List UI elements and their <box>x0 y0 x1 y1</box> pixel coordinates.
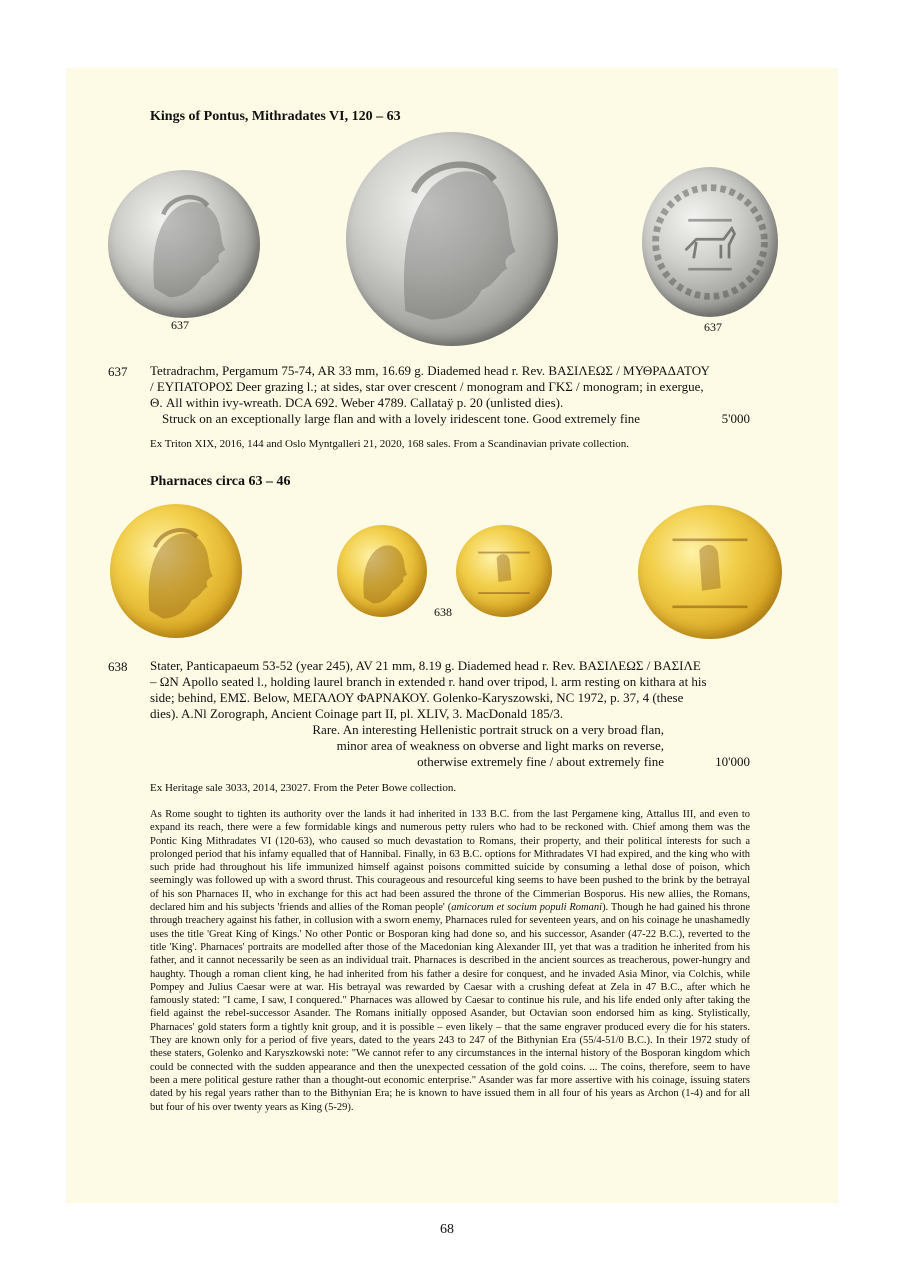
lot-637-line: Tetradrachm, Pergamum 75-74, AR 33 mm, 16.69 g. Diademed head r. Rev. ΒΑΣΙΛΕΩΣ / ΜΥΘΡΑΔΑΤΟΥ <box>150 363 710 378</box>
coin-label-637-left: 637 <box>171 318 189 332</box>
lot-638-line: – ΩΝ Apollo seated l., holding laurel branch in extended r. hand over tripod, l. arm resting on kithara at his <box>150 674 707 689</box>
essay-italic-latin: amicorum et socium populi Romani <box>451 902 603 914</box>
portrait-head-icon <box>337 525 427 617</box>
lot-638-line: dies). A.Nl Zorograph, Ancient Coinage part II, pl. XLIV, 3. MacDonald 185/3. <box>150 706 564 721</box>
section-heading-pharnaces: Pharnaces circa 63 – 46 <box>150 474 291 489</box>
coin-label-638: 638 <box>434 605 452 619</box>
lot-638-line: side; behind, ΕΜΣ. Below, ΜΕΓΑΛΟΥ ΦΑΡΝΑΚΟΥ. Golenko-Karyszowski, NC 1972, p. 37, 4 (these <box>150 690 684 705</box>
lot-637-line: / ΕΥΠΑΤΟΡΟΣ Deer grazing l.; at sides, star over crescent / monogram and ΓΚΣ / monogram; in exergue, <box>150 379 704 394</box>
coin-637-obverse-small <box>108 170 260 318</box>
lot-637-provenance: Ex Triton XIX, 2016, 144 and Oslo Myntgalleri 21, 2020, 168 sales. From a Scandinavian private collection. <box>150 438 630 450</box>
coin-637-reverse <box>642 167 778 317</box>
lot-638-description <box>150 658 750 722</box>
coin-label-637-right: 637 <box>704 320 722 334</box>
lot-637-line: Θ. All within ivy-wreath. DCA 692. Weber 4789. Callataÿ p. 20 (unlisted dies). <box>150 395 564 410</box>
coin-637-obverse-large <box>346 132 558 346</box>
lot-637-price: 5'000 <box>721 411 750 426</box>
portrait-head-icon <box>108 170 260 318</box>
essay-text: As Rome sought to tighten its authority over the lands it had inherited in 133 B.C. from the last Pergamene king, Attallus III, and even to expand its reach, there were a few formidable kings and numerous petty rulers who had to be reckoned with. Chief among them was the Pontic King Mithradates VI (120-63), who caused so much devastation to Romans, their property, and their political interests for such a prolonged period that his infamy equalled that of Hannibal. Finally, in 63 B.C. options for Mithradates VI had expired, and the king who with such pride had throughout his life immunized himself against poisons committed suicide by consuming a lethal dose of poison, which seemingly was followed up with a sword thrust. This courageous and resourceful king seems to have been pushed to the brink by the betrayal of his son Pharnaces II, who in exchange for this act had been assured the throne of the Cimmerian Bosporus. His new allies, the Romans, declared him and his subjects 'friends and allies of the Roman people' ( <box>150 809 750 914</box>
lot-638-condition-line: Rare. An interesting Hellenistic portrait struck on a very broad flan, <box>312 722 664 737</box>
lot-number-638: 638 <box>108 659 128 674</box>
section-heading-mithradates: Kings of Pontus, Mithradates VI, 120 – 63 <box>150 109 401 124</box>
portrait-head-icon <box>110 504 242 638</box>
lot-638-condition-line: minor area of weakness on obverse and light marks on reverse, <box>336 738 664 753</box>
lot-638-condition-line: otherwise extremely fine / about extremely fine <box>417 754 664 769</box>
coin-638-obverse-small <box>337 525 427 617</box>
portrait-head-icon <box>346 132 558 346</box>
essay-text-continued: ). Though he had gained his throne through treachery against his father, in collusion with a sworn enemy, Pharnaces ruled for seventeen years, and on his coinage he unashamedly uses the title 'Great King of Kings.' No other Pontic or Bosporan king had done so, and his successor, Asander (47-22 B.C.), reverted to the title 'King'. Pharnaces' portraits are modelled after those of the Macedonian king Alexander III, yet that was a tradition he inherited from his father, and it cannot necessarily be seen as an individual trait. Pharnaces is described in the ancient sources as treacherous, power-hungry and haughty. Though a roman client king, he had inherited from his father a desire for conquest, and he invaded Asia Minor, via Colchis, while Pompey and Julius Caesar were at war. His betrayal was rewarded by Caesar with a crushing defeat at Zela in 47 B.C., after which he famously stated: "I came, I saw, I conquered." Pharnaces was allowed by Caesar to continue his rule, and his life ended only after taking the field against the rebel-successor Asander. The Romans initially opposed Asander, but Octavian soon endorsed him as king. Stylistically, Pharnaces' gold staters form a tightly knit group, and it is possible – even likely – that the same engraver produced every die for his staters. They are known only for a period of five years, dated to the years 243 to 247 of the Bithynian Era (55/4-51/0 B.C.). In their 1972 study of these staters, Golenko and Karyszkowski note: "We cannot refer to any circumstances in the internal history of the Bosporan kingdom which could be connected with the sudden appearance and then the unexpected cessation of the gold coins. ... The coins, therefore, seem to have been a mere political gesture rather than a thought-out economic enterprise." Asander was far more assertive with his coinage, issuing staters dated by his regal years rather than to the Bithynian Era; he is known to have issued them in all four of his years as Archon (1-4) and for all but four of his over twenty years as King (5-29). <box>150 902 750 1113</box>
coin-638-reverse-large <box>638 505 782 639</box>
deer-wreath-icon <box>642 167 778 317</box>
coin-638-obverse-large <box>110 504 242 638</box>
lot-638-line: Stater, Panticapaeum 53-52 (year 245), AV 21 mm, 8.19 g. Diademed head r. Rev. ΒΑΣΙΛΕΩΣ / ΒΑΣΙΛΕ <box>150 658 701 673</box>
seated-apollo-icon <box>456 525 552 617</box>
lot-638-condition <box>240 722 664 770</box>
seated-apollo-icon <box>638 505 782 639</box>
coin-638-reverse-small <box>456 525 552 617</box>
lot-number-637: 637 <box>108 364 128 379</box>
lot-638-provenance: Ex Heritage sale 3033, 2014, 23027. From the Peter Bowe collection. <box>150 782 457 794</box>
historical-essay <box>150 808 750 1114</box>
lot-637-condition: Struck on an exceptionally large flan and with a lovely iridescent tone. Good extremely fine <box>162 411 641 426</box>
page-number: 68 <box>440 1222 454 1237</box>
lot-638-price: 10'000 <box>715 754 750 769</box>
lot-637-description <box>150 363 750 411</box>
